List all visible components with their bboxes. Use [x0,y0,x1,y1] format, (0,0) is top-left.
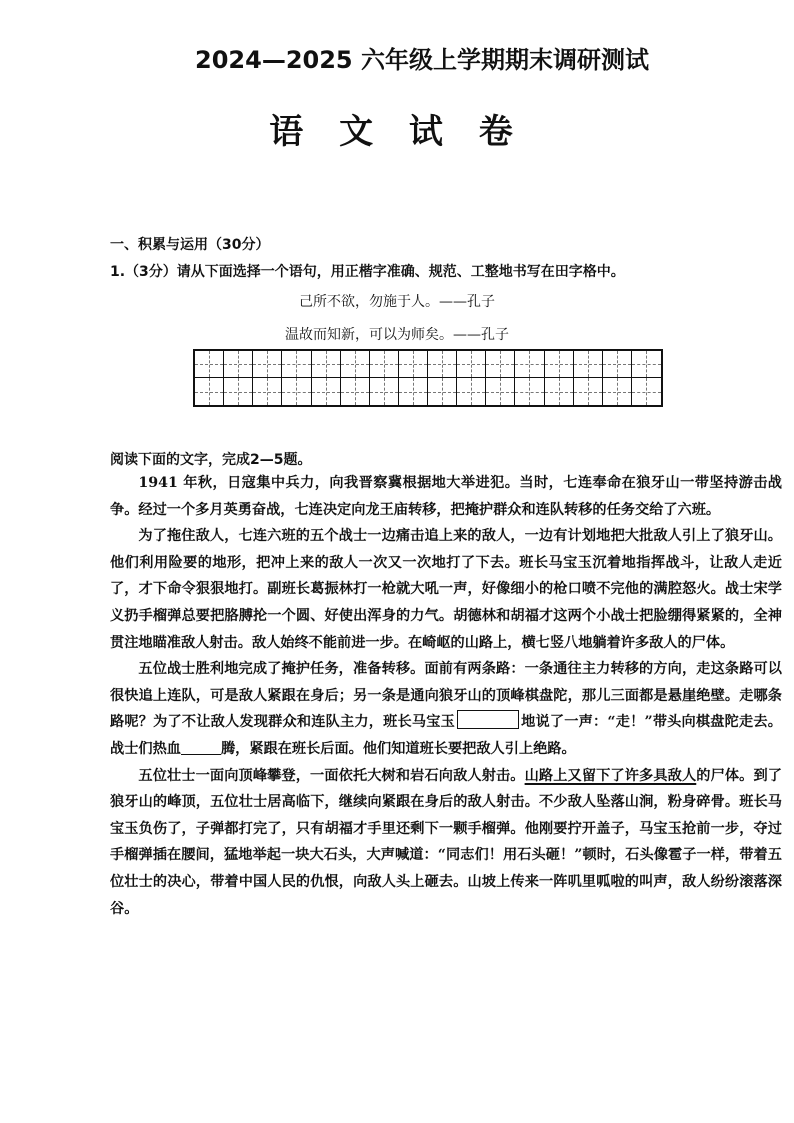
quote-option-2: 温故而知新，可以为师矣。——孔子 [285,327,509,343]
passage-paragraph-1: 1941 年秋，日寇集中兵力，向我晋察冀根据地大举进犯。当时，七连奉命在狼牙山一带坚持游击战争。经过一个多月英勇奋战，七连决定向龙王庙转移，把掩护群众和连队转移的任务交给了六班。 [110,475,782,518]
tianzige-cell[interactable] [341,351,370,378]
tianzige-cell[interactable] [632,378,661,405]
tianzige-cell[interactable] [253,378,282,405]
answer-blank-box[interactable] [457,710,519,729]
subject-title: 语 文 试 卷 [269,112,525,152]
reading-passage [110,470,782,922]
passage-paragraph-3 [110,656,782,762]
tianzige-cell[interactable] [457,351,486,378]
passage-paragraph-2: 为了拖住敌人，七连六班的五个战士一边痛击追上来的敌人，一边有计划地把大批敌人引上了狼牙山。他们利用险要的地形，把冲上来的敌人一次又一次地打了下去。班长马宝玉沉着地指挥战斗，让敌人走近了，才下命令狠狠地打。副班长葛振林打一枪就大吼一声，好像细小的枪口喷不完他的满腔怒火。战士宋学义扔手榴弹总要把胳膊抡一个圆、好使出浑身的力气。胡德林和胡福才这两个小战士把脸绷得紧紧的，全神贯注地瞄准敌人射击。敌人始终不能前进一步。在崎岖的山路上，横七竖八地躺着许多敌人的尸体。 [110,528,782,651]
paragraph-3-text-b: 地说了一声：“走！”带头向棋盘陀走去。战士们热血 [110,714,782,757]
tianzige-cell[interactable] [574,351,603,378]
tianzige-cell[interactable] [632,351,661,378]
tianzige-cell[interactable] [195,351,224,378]
tianzige-cell[interactable] [603,378,632,405]
tianzige-cell[interactable] [399,378,428,405]
section-heading: 一、积累与运用（30分） [110,237,270,253]
tianzige-cell[interactable] [341,378,370,405]
quote-option-1: 己所不欲，勿施于人。——孔子 [299,294,495,310]
tianzige-cell[interactable] [312,378,341,405]
paragraph-4-text-b: 的尸体。到了狼牙山的峰顶，五位壮士居高临下，继续向紧跟在身后的敌人射击。不少敌人坠落山涧，粉身碎骨。班长马宝玉负伤了，子弹都打完了，只有胡福才手里还剩下一颗手榴弹。他刚要拧开盖子，马宝玉抢前一步，夺过手榴弹插在腰间，猛地举起一块大石头，大声喊道：“同志们！用石头砸！”顿时，石头像雹子一样，带着五位壮士的决心，带着中国人民的仇恨，向敌人头上砸去。山坡上传来一阵叽里呱啦的叫声，敌人纷纷滚落深谷。 [110,767,782,917]
tianzige-cell[interactable] [370,378,399,405]
tianzige-cell[interactable] [545,378,574,405]
tianzige-cell[interactable] [603,351,632,378]
paragraph-3-text-a: 五位战士胜利地完成了掩护任务，准备转移。面前有两条路：一条通往主力转移的方向，走这条路可以很快追上连队，可是敌人紧跟在身后；另一条是通向狼牙山的顶峰棋盘陀，那儿三面都是悬崖绝壁。走哪条路呢？为了不让敌人发现群众和连队主力，班长马宝玉 [110,661,782,731]
tianzige-cell[interactable] [545,351,574,378]
exam-title: 2024—2025 六年级上学期期末调研测试 [195,46,649,74]
reading-instruction: 阅读下面的文字，完成2—5题。 [110,452,312,468]
tianzige-cell[interactable] [428,378,457,405]
answer-blank-line[interactable] [181,740,221,755]
tianzige-cell[interactable] [486,378,515,405]
tianzige-cell[interactable] [399,351,428,378]
tianzige-cell[interactable] [486,351,515,378]
tianzige-cell[interactable] [224,351,253,378]
tianzige-cell[interactable] [224,378,253,405]
tianzige-cell[interactable] [195,378,224,405]
tianzige-cell[interactable] [312,351,341,378]
underlined-sentence: 山路上又留下了许多具敌人 [524,767,697,784]
tianzige-cell[interactable] [428,351,457,378]
tianzige-cell[interactable] [457,378,486,405]
paragraph-4-text-a: 五位壮士一面向顶峰攀登，一面依托大树和岩石向敌人射击。 [138,767,525,784]
tianzige-cell[interactable] [282,351,311,378]
tianzige-writing-grid[interactable] [193,349,663,407]
tianzige-cell[interactable] [574,378,603,405]
tianzige-cell[interactable] [282,378,311,405]
passage-paragraph-4 [110,763,782,923]
question-1: 1.（3分）请从下面选择一个语句，用正楷字准确、规范、工整地书写在田字格中。 [110,264,625,280]
tianzige-cell[interactable] [515,351,544,378]
tianzige-cell[interactable] [253,351,282,378]
tianzige-cell[interactable] [370,351,399,378]
paragraph-3-text-c: 腾，紧跟在班长后面。他们知道班长要把敌人引上绝路。 [220,740,576,757]
tianzige-cell[interactable] [515,378,544,405]
